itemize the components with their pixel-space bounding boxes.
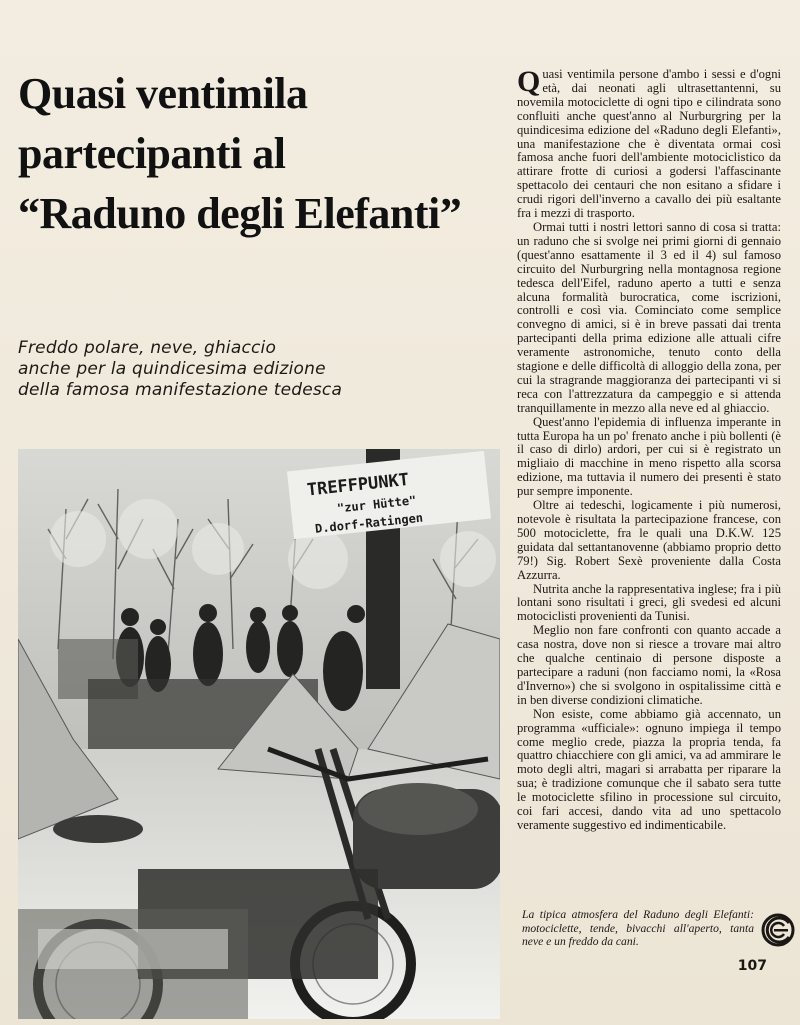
sign-line: "zur Hütte": [336, 493, 417, 516]
article-paragraph: Non esiste, come abbiamo già accennato, un programma «ufficiale»: ognuno impiega il tempo come meglio crede, piazza la propria tenda, fa quattro chiacchiere con gli amici, va ad ammirare le moto degli altri, magari si arrabatta per riparare la sua; è tradizione comunque che il sabato sera tutte le motociclette sfilino in processione sul circuito, coi fari accesi, dando vita ad uno spettacolo veramente suggestivo ed indimenticabile.: [517, 706, 781, 832]
article-paragraph: [517, 65, 781, 221]
page-number: 107: [737, 958, 767, 974]
headline-line: Quasi ventimila: [18, 69, 308, 118]
article-paragraph: Quest'anno l'epidemia di influenza imperante in tutta Europa ha un po' frenato anche i più bollenti (è il caso di dirlo) ardori, per cui si è registrato un migliaio di macchine in meno rispetto alla scorsa edizione, ma tuttavia il numero dei presenti è stato pur sempre imponente.: [517, 414, 781, 499]
sign-line: TREFFPUNKT: [306, 469, 410, 501]
publisher-logo-icon: [760, 912, 796, 948]
headline: [18, 64, 518, 244]
subtitle-line: della famosa manifestazione tedesca: [18, 380, 343, 400]
photo-caption: La tipica atmosfera del Raduno degli Elefanti: motociclette, tende, bivacchi all'aperto, tanta neve e un freddo da cani.: [522, 908, 754, 948]
article-paragraph: Meglio non fare confronti con quanto accade a casa nostra, dove non si riesce a trovare mai altro che qualche centinaio di persone disposte a partecipare a raduni (non facciamo nomi, la «Rosa d'Inverno») che si svolgono in ospitalissime città e in ben diverse condizioni climatiche.: [517, 623, 781, 707]
camp-photo: [18, 449, 500, 1019]
article-paragraph: Oltre ai tedeschi, logicamente i più numerosi, notevole è risultata la partecipazione francese, con 500 motociclette, fra le quali una D.K.W. 125 guidata dal settantanovenne (abbiamo proprio detto 79!) Sig. Robert Sexè proveniente dalla Costa Azzurra.: [517, 498, 781, 582]
article-paragraph: Ormai tutti i nostri lettori sanno di cosa si tratta: un raduno che si svolge nei primi giorni di gennaio (quest'anno esattamente il 3 ed il 4) sul famoso circuito del Nurburgring nella montagnosa regione tedesca dell'Eifel, raduno aperto a tutti e senza alcuna formalità burocratica, come iscrizioni, controlli e così via. Cominciato come semplice convegno di amici, si è in breve passati dai trenta partecipanti della prima edizione alle attuali cifre veramente astronomiche, tenuto conto della stagione e delle difficoltà di alloggio della zona, per cui la stragrande maggioranza dei partecipanti vi si reca con l'attrezzatura da campeggio e si attenda tranquillamente in mezzo alla neve ed al ghiaccio.: [517, 219, 781, 415]
drop-cap: Q: [517, 65, 541, 98]
headline-line: “Raduno degli Elefanti”: [18, 189, 462, 238]
subtitle-line: anche per la quindicesima edizione: [18, 359, 326, 379]
subtitle: [18, 338, 498, 401]
article-body: [517, 65, 781, 833]
article-paragraph-text: uasi ventimila persone d'ambo i sessi e d'ogni età, dai neonati agli ultrasettantenni, su novemila motociclette di ogni tipo e cilindrata sono confluiti anche quest'anno al Nurburgring per la quindicesima edizione del «Raduno degli Elefanti», una manifestazione che è diventata ormai così famosa anche fuori dell'ambiente motociclistico da attirare frotte di curiosi a godersi l'affascinante spettacolo dei centauri che non esitano a sfidare i crudi rigori dell'inverno a cavallo dei più esaltante fra i mezzi di trasporto.: [517, 67, 781, 221]
headline-line: partecipanti al: [18, 129, 286, 178]
sign-line: D.dorf-Ratingen: [314, 510, 424, 536]
article-paragraph: Nutrita anche la rappresentativa inglese; fra i più lontani sono risultati i greci, gli svedesi ed alcuni motociclisti provenienti da Tunisi.: [517, 581, 781, 624]
subtitle-line: Freddo polare, neve, ghiaccio: [18, 338, 277, 358]
